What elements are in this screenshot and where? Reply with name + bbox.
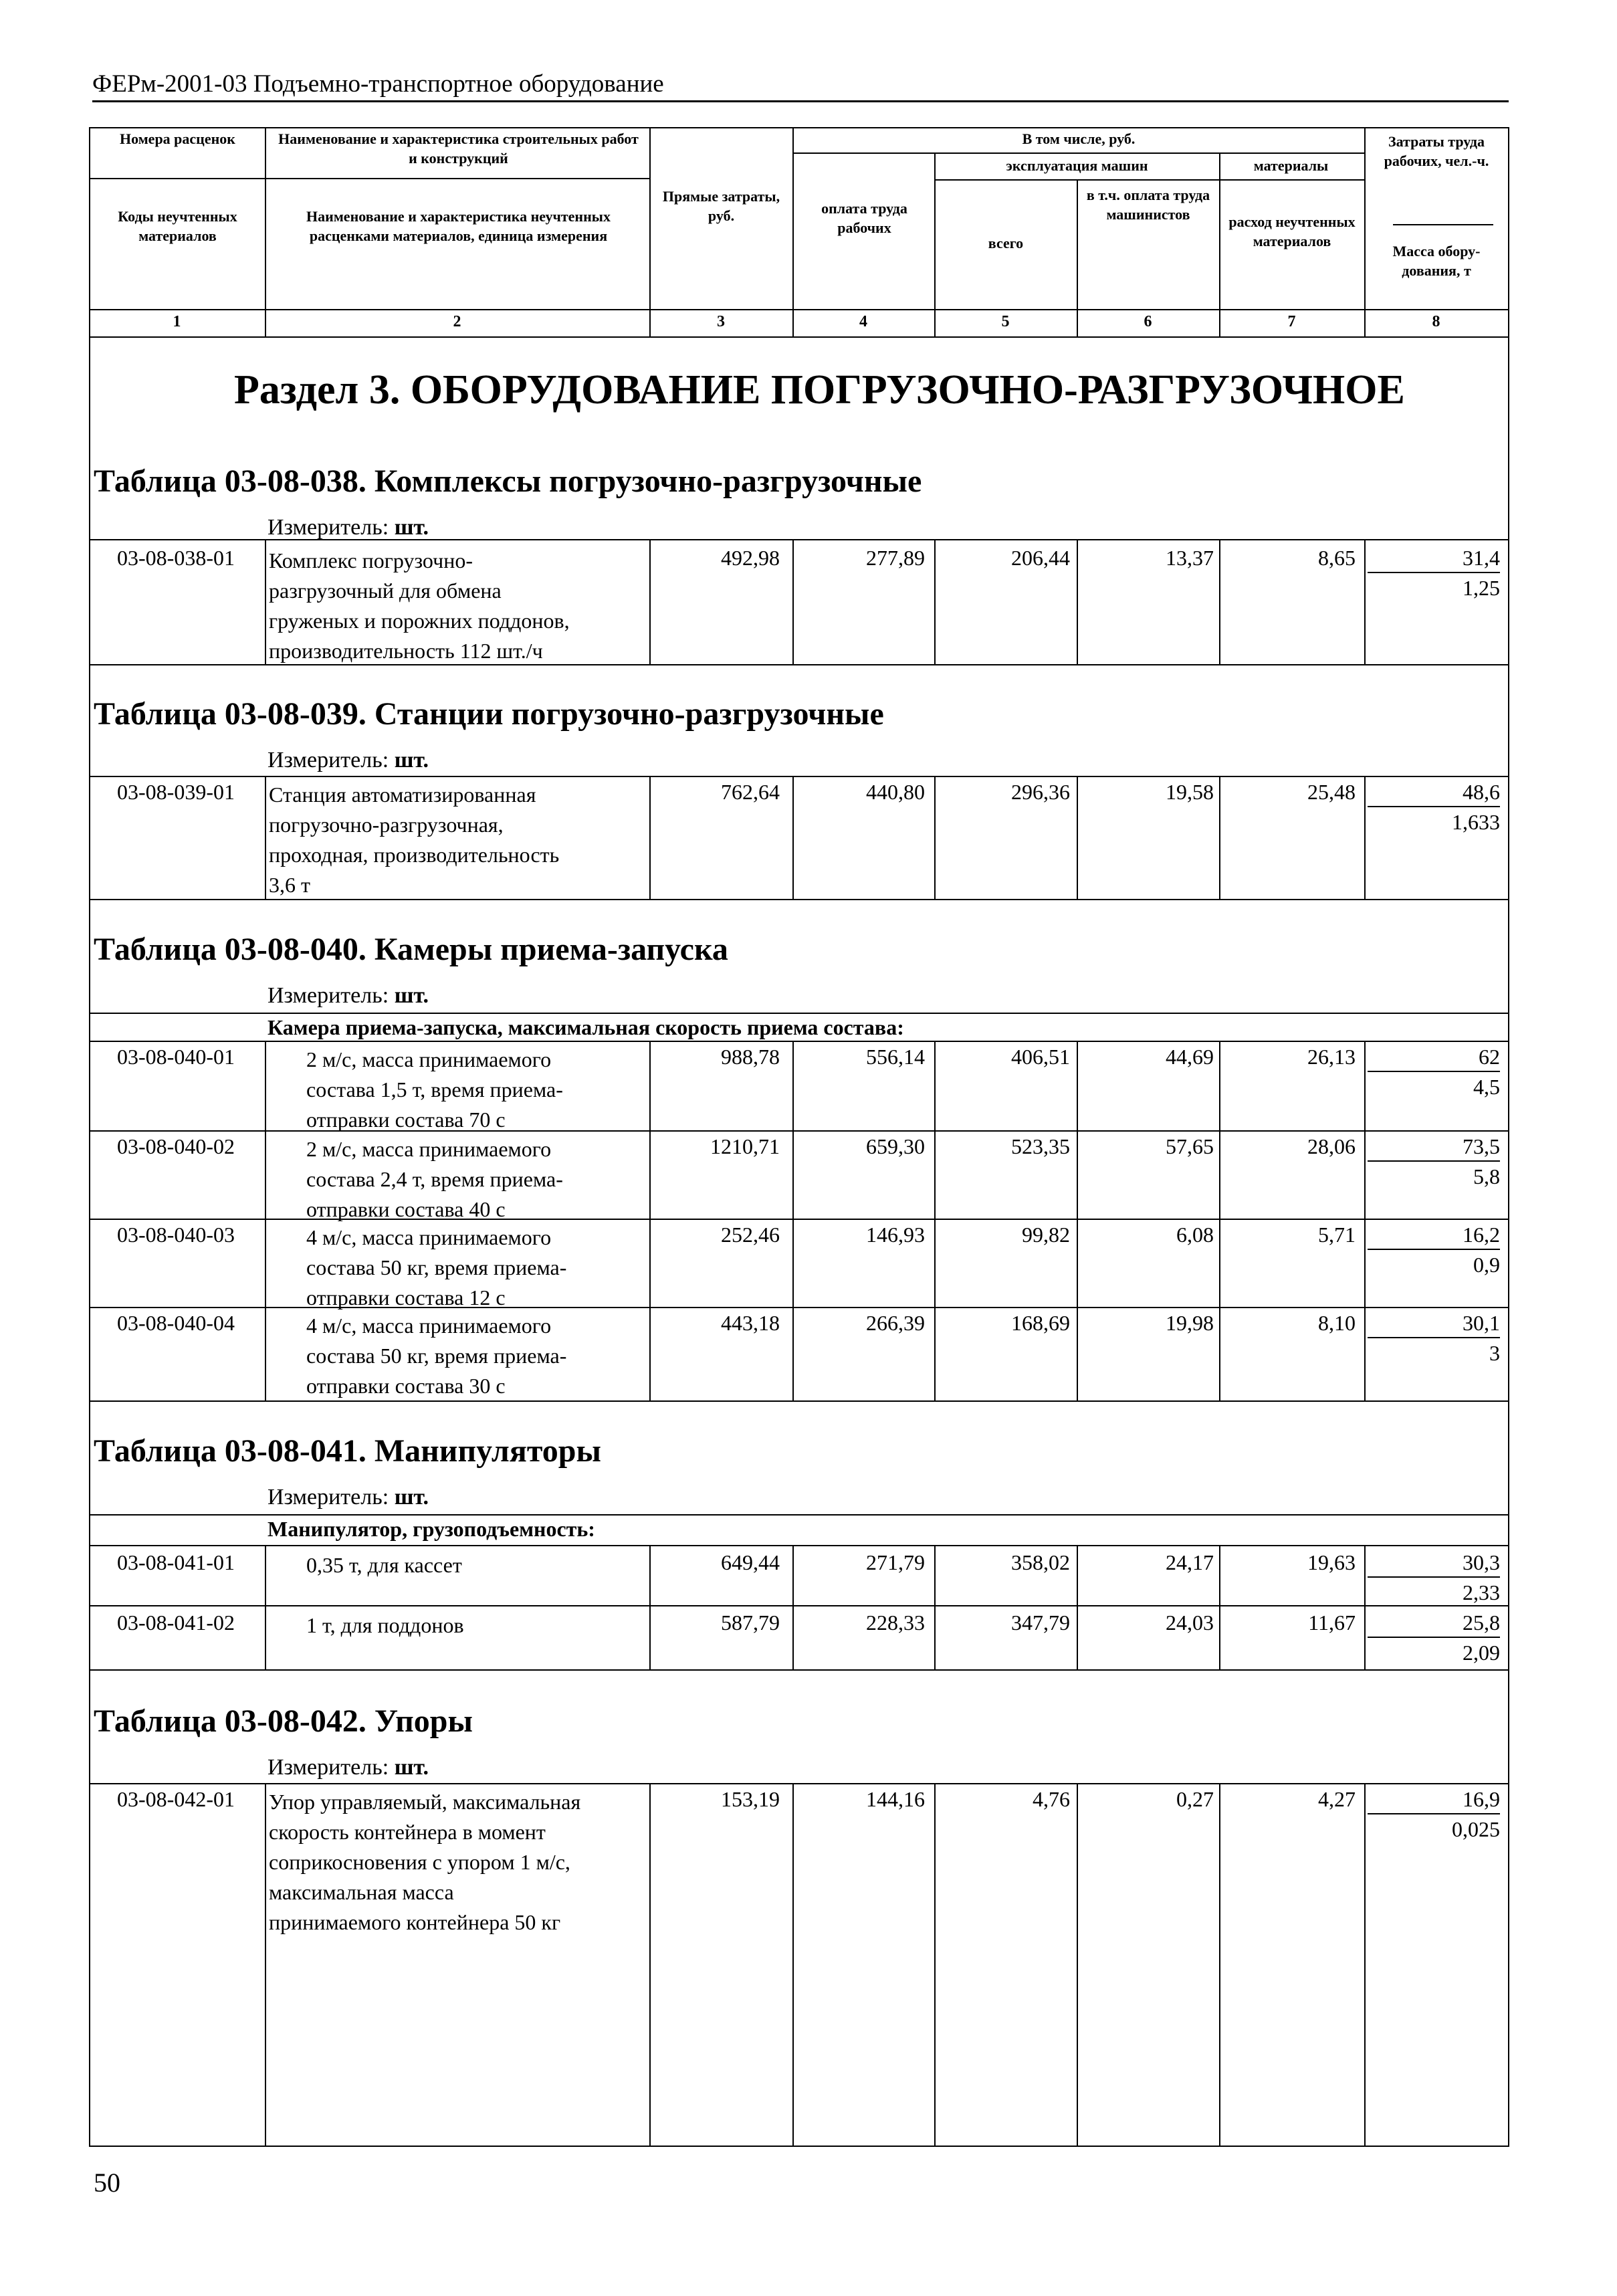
col8-header-top: Затраты труда рабочих, чел.-ч. xyxy=(1384,133,1489,169)
rate-name-line: отправки состава 30 с xyxy=(306,1374,506,1398)
rate-code: 03-08-039-01 xyxy=(117,780,235,804)
labor-pay: 146,93 xyxy=(866,1223,925,1247)
rate-name-line: груженых и порожних поддонов, xyxy=(269,609,570,633)
machines-total: 99,82 xyxy=(1022,1223,1070,1247)
col-divider xyxy=(265,776,266,899)
materials-cost: 28,06 xyxy=(1307,1134,1356,1158)
rate-name-line: максимальная масса xyxy=(269,1880,454,1904)
labor-hours-mass xyxy=(1368,1134,1500,1189)
col-divider xyxy=(1364,1545,1366,1669)
col-number: 8 xyxy=(1432,313,1440,330)
direct-costs: 492,98 xyxy=(721,546,780,570)
machinists-pay: 24,17 xyxy=(1166,1550,1214,1574)
hdr-col-divider xyxy=(649,127,651,338)
col-divider xyxy=(1077,776,1078,899)
col6-header: в т.ч. оплата труда машинистов xyxy=(1086,187,1210,223)
labor-hours-mass xyxy=(1368,1550,1500,1605)
rate-name-line: 1 т, для поддонов xyxy=(306,1613,464,1637)
table-title: Таблица 03-08-040. Камеры приема-запуска xyxy=(94,932,728,967)
group-heading: Манипулятор, грузоподъемность: xyxy=(267,1517,595,1541)
col-number: 2 xyxy=(453,313,461,330)
machines-total: 296,36 xyxy=(1011,780,1070,804)
labor-hours-mass xyxy=(1368,546,1500,601)
col-number: 3 xyxy=(717,313,725,330)
col-divider xyxy=(792,1041,794,1400)
hdr-row-divider xyxy=(89,336,1509,338)
col-divider xyxy=(934,1545,936,1669)
row-divider xyxy=(89,1514,1509,1516)
rate-code: 03-08-040-02 xyxy=(117,1134,235,1158)
col-divider xyxy=(1364,1041,1366,1400)
rate-name-line: Станция автоматизированная xyxy=(269,782,536,807)
machinists-pay: 13,37 xyxy=(1166,546,1214,570)
rate-name xyxy=(269,1610,649,1641)
col-divider xyxy=(649,1783,651,2147)
col-divider xyxy=(1219,1783,1220,2147)
machines-total: 358,02 xyxy=(1011,1550,1070,1574)
col-divider xyxy=(649,1041,651,1400)
col-number: 1 xyxy=(173,313,181,330)
equipment-mass: 2,33 xyxy=(1463,1580,1500,1604)
row-divider xyxy=(89,539,1509,540)
row-divider xyxy=(89,1013,1509,1014)
labor-pay: 266,39 xyxy=(866,1311,925,1335)
rate-name xyxy=(269,1045,649,1135)
col8-header-bottom: Масса обору-дования, т xyxy=(1392,243,1481,279)
machinists-pay: 57,65 xyxy=(1166,1134,1214,1158)
rate-name-line: разгрузочный для обмена xyxy=(269,579,502,603)
row-divider xyxy=(89,1400,1509,1402)
labor-pay: 228,33 xyxy=(866,1610,925,1635)
col-divider xyxy=(649,539,651,664)
row-divider xyxy=(89,1219,1509,1220)
equipment-mass: 2,09 xyxy=(1463,1641,1500,1665)
labor-hours: 30,1 xyxy=(1368,1311,1500,1338)
rate-name xyxy=(269,1223,649,1313)
labor-pay: 440,80 xyxy=(866,780,925,804)
rate-name-line: 4 м/с, масса принимаемого xyxy=(306,1314,552,1338)
col-divider xyxy=(265,1041,266,1400)
equipment-mass: 0,9 xyxy=(1473,1253,1500,1277)
rate-name xyxy=(269,1134,649,1225)
hdr-col-divider xyxy=(265,127,266,338)
col-divider xyxy=(649,1545,651,1669)
direct-costs: 762,64 xyxy=(721,780,780,804)
rate-name xyxy=(269,1311,649,1401)
col-divider xyxy=(1077,539,1078,664)
machines-total: 347,79 xyxy=(1011,1610,1070,1635)
machinists-pay: 24,03 xyxy=(1166,1610,1214,1635)
direct-costs: 1210,71 xyxy=(710,1134,780,1158)
col2-header-top: Наименование и характеристика строительных работ и конструкций xyxy=(278,130,639,167)
rate-name xyxy=(269,1550,649,1580)
labor-hours: 31,4 xyxy=(1368,546,1500,573)
rate-name-line: состава 2,4 т, время приема- xyxy=(306,1167,563,1191)
labor-pay: 659,30 xyxy=(866,1134,925,1158)
labor-hours: 16,2 xyxy=(1368,1223,1500,1250)
col-divider xyxy=(1364,1783,1366,2147)
col-divider xyxy=(1364,776,1366,899)
unit-label: Измеритель: шт. xyxy=(267,748,429,772)
hdr-row-divider xyxy=(89,178,649,179)
direct-costs: 443,18 xyxy=(721,1311,780,1335)
equipment-mass: 3 xyxy=(1489,1341,1500,1365)
col-divider xyxy=(1077,1545,1078,1669)
machinists-pay: 44,69 xyxy=(1166,1045,1214,1069)
rate-name-line: 0,35 т, для кассет xyxy=(306,1553,462,1577)
col-divider xyxy=(792,1545,794,1669)
equipment-mass: 0,025 xyxy=(1452,1817,1500,1841)
section-title: Раздел 3. ОБОРУДОВАНИЕ ПОГРУЗОЧНО-РАЗГРУЗОЧНОЕ xyxy=(234,367,1405,413)
labor-hours: 62 xyxy=(1368,1045,1500,1072)
col2-header-bottom: Наименование и характеристика неучтенных расценками материалов, единица измерения xyxy=(306,208,611,244)
machines-total: 406,51 xyxy=(1011,1045,1070,1069)
frame-left xyxy=(89,127,90,2147)
rate-name-line: 4 м/с, масса принимаемого xyxy=(306,1225,552,1249)
labor-pay: 277,89 xyxy=(866,546,925,570)
machines-header: эксплуатация машин xyxy=(1006,157,1148,174)
col-divider xyxy=(934,1783,936,2147)
hdr-row-divider xyxy=(792,152,1364,154)
direct-costs: 153,19 xyxy=(721,1787,780,1811)
materials-cost: 8,65 xyxy=(1318,546,1356,570)
labor-hours: 30,3 xyxy=(1368,1550,1500,1578)
col4-header: оплата труда рабочих xyxy=(821,200,907,236)
rate-name-line: 2 м/с, масса принимаемого xyxy=(306,1047,552,1071)
page-header: ФЕРм-2001-03 Подъемно-транспортное оборудование xyxy=(92,70,664,98)
table-title: Таблица 03-08-038. Комплексы погрузочно-разгрузочные xyxy=(94,463,922,499)
table-title: Таблица 03-08-042. Упоры xyxy=(94,1703,473,1739)
rate-code: 03-08-042-01 xyxy=(117,1787,235,1811)
row-divider xyxy=(89,1783,1509,1784)
col-divider xyxy=(792,1783,794,2147)
direct-costs: 649,44 xyxy=(721,1550,780,1574)
labor-pay: 144,16 xyxy=(866,1787,925,1811)
materials-cost: 25,48 xyxy=(1307,780,1356,804)
col-divider xyxy=(1077,1041,1078,1400)
equipment-mass: 5,8 xyxy=(1473,1164,1500,1188)
rate-code: 03-08-041-01 xyxy=(117,1550,235,1574)
rate-name-line: погрузочно-разгрузочная, xyxy=(269,813,504,837)
col3-header: Прямые затраты, руб. xyxy=(662,188,780,224)
col-divider xyxy=(1077,1783,1078,2147)
row-divider xyxy=(89,1545,1509,1546)
col-divider xyxy=(934,1041,936,1400)
rate-name-line: соприкосновения с упором 1 м/с, xyxy=(269,1850,570,1874)
col5-header: всего xyxy=(988,235,1024,251)
rate-code: 03-08-040-04 xyxy=(117,1311,235,1335)
col-divider xyxy=(265,1783,266,2147)
col-divider xyxy=(792,776,794,899)
col1-header-bottom: Коды неучтенных материалов xyxy=(118,208,237,244)
col-divider xyxy=(1219,1545,1220,1669)
rate-name xyxy=(269,546,649,666)
labor-hours-mass xyxy=(1368,1045,1500,1100)
col-divider xyxy=(1219,776,1220,899)
hdr-row-divider xyxy=(89,309,1509,310)
direct-costs: 988,78 xyxy=(721,1045,780,1069)
machines-total: 4,76 xyxy=(1033,1787,1070,1811)
materials-cost: 8,10 xyxy=(1318,1311,1356,1335)
machinists-pay: 19,98 xyxy=(1166,1311,1214,1335)
rate-name-line: состава 1,5 т, время приема- xyxy=(306,1077,563,1102)
labor-hours-mass xyxy=(1368,1311,1500,1366)
machines-total: 168,69 xyxy=(1011,1311,1070,1335)
rate-code: 03-08-040-01 xyxy=(117,1045,235,1069)
rate-name-line: состава 50 кг, время приема- xyxy=(306,1344,567,1368)
labor-hours-mass xyxy=(1368,780,1500,835)
materials-cost: 11,67 xyxy=(1308,1610,1356,1635)
col-number: 6 xyxy=(1144,313,1152,330)
labor-hours: 25,8 xyxy=(1368,1610,1500,1638)
row-divider xyxy=(89,1041,1509,1042)
col-divider xyxy=(934,539,936,664)
rate-name-line: состава 50 кг, время приема- xyxy=(306,1255,567,1279)
row-divider xyxy=(89,776,1509,777)
col-divider xyxy=(649,776,651,899)
rate-name-line: скорость контейнера в момент xyxy=(269,1820,546,1844)
equipment-mass: 1,25 xyxy=(1463,576,1500,600)
col-divider xyxy=(1219,1041,1220,1400)
unit-label: Измеритель: шт. xyxy=(267,1485,429,1509)
labor-hours-mass xyxy=(1368,1223,1500,1277)
machinists-pay: 19,58 xyxy=(1166,780,1214,804)
rate-name-line: отправки состава 70 с xyxy=(306,1108,506,1132)
group-heading: Камера приема-запуска, максимальная скорость приема состава: xyxy=(267,1015,904,1039)
direct-costs: 587,79 xyxy=(721,1610,780,1635)
row-divider xyxy=(89,664,1509,665)
rate-name-line: Упор управляемый, максимальная xyxy=(269,1790,581,1814)
machines-total: 523,35 xyxy=(1011,1134,1070,1158)
col-number: 5 xyxy=(1001,313,1010,330)
rate-name-line: Комплекс погрузочно- xyxy=(269,548,473,572)
materials-cost: 19,63 xyxy=(1307,1550,1356,1574)
machines-total: 206,44 xyxy=(1011,546,1070,570)
row-divider xyxy=(89,899,1509,900)
rate-name-line: производительность 112 шт./ч xyxy=(269,639,543,663)
frame-right xyxy=(1508,127,1509,2147)
equipment-mass: 1,633 xyxy=(1452,810,1500,834)
row-divider xyxy=(89,1605,1509,1606)
rate-code: 03-08-041-02 xyxy=(117,1610,235,1635)
hdr-col-divider xyxy=(1364,127,1366,338)
labor-hours: 48,6 xyxy=(1368,780,1500,807)
labor-hours-mass xyxy=(1368,1787,1500,1842)
machinists-pay: 0,27 xyxy=(1176,1787,1214,1811)
row-divider xyxy=(89,1130,1509,1132)
hdr-row-divider xyxy=(934,179,1364,181)
rate-name-line: принимаемого контейнера 50 кг xyxy=(269,1910,561,1934)
rate-name-line: отправки состава 40 с xyxy=(306,1197,506,1221)
hdr-col-divider xyxy=(792,127,794,338)
rate-name-line: 3,6 т xyxy=(269,873,310,897)
rate-name-line: 2 м/с, масса принимаемого xyxy=(306,1137,552,1161)
labor-hours: 73,5 xyxy=(1368,1134,1500,1162)
col-divider xyxy=(265,539,266,664)
row-divider xyxy=(89,1669,1509,1671)
materials-cost: 4,27 xyxy=(1318,1787,1356,1811)
table-title: Таблица 03-08-041. Манипуляторы xyxy=(94,1433,601,1469)
unit-label: Измеритель: шт. xyxy=(267,515,429,540)
materials-cost: 26,13 xyxy=(1307,1045,1356,1069)
table-title: Таблица 03-08-039. Станции погрузочно-разгрузочные xyxy=(94,696,884,732)
rate-code: 03-08-038-01 xyxy=(117,546,235,570)
materials-header: материалы xyxy=(1253,157,1329,174)
col1-header-top: Номера расценок xyxy=(120,130,235,147)
machinists-pay: 6,08 xyxy=(1176,1223,1214,1247)
col-divider xyxy=(934,776,936,899)
header-rule xyxy=(92,100,1509,102)
rate-name-line: проходная, производительность xyxy=(269,843,560,867)
col-divider xyxy=(792,539,794,664)
col-divider xyxy=(1219,539,1220,664)
col-number: 4 xyxy=(859,313,867,330)
equipment-mass: 4,5 xyxy=(1473,1075,1500,1099)
rate-code: 03-08-040-03 xyxy=(117,1223,235,1247)
labor-pay: 271,79 xyxy=(866,1550,925,1574)
col-number: 7 xyxy=(1287,313,1296,330)
rate-name xyxy=(269,1787,649,1938)
col-divider xyxy=(1364,539,1366,664)
hdr-row-divider xyxy=(1393,224,1493,225)
unit-label: Измеритель: шт. xyxy=(267,1755,429,1780)
frame-bottom xyxy=(89,2146,1509,2147)
in-total-header: В том числе, руб. xyxy=(1022,130,1136,147)
unit-label: Измеритель: шт. xyxy=(267,983,429,1008)
col7-header: расход неучтенных материалов xyxy=(1228,213,1356,249)
rate-name-line: отправки состава 12 с xyxy=(306,1285,506,1310)
frame-top xyxy=(89,127,1509,128)
materials-cost: 5,71 xyxy=(1318,1223,1356,1247)
row-divider xyxy=(89,1307,1509,1308)
labor-pay: 556,14 xyxy=(866,1045,925,1069)
col-divider xyxy=(265,1545,266,1669)
page-number: 50 xyxy=(94,2168,120,2198)
labor-hours: 16,9 xyxy=(1368,1787,1500,1814)
labor-hours-mass xyxy=(1368,1610,1500,1665)
rate-name xyxy=(269,780,649,900)
direct-costs: 252,46 xyxy=(721,1223,780,1247)
